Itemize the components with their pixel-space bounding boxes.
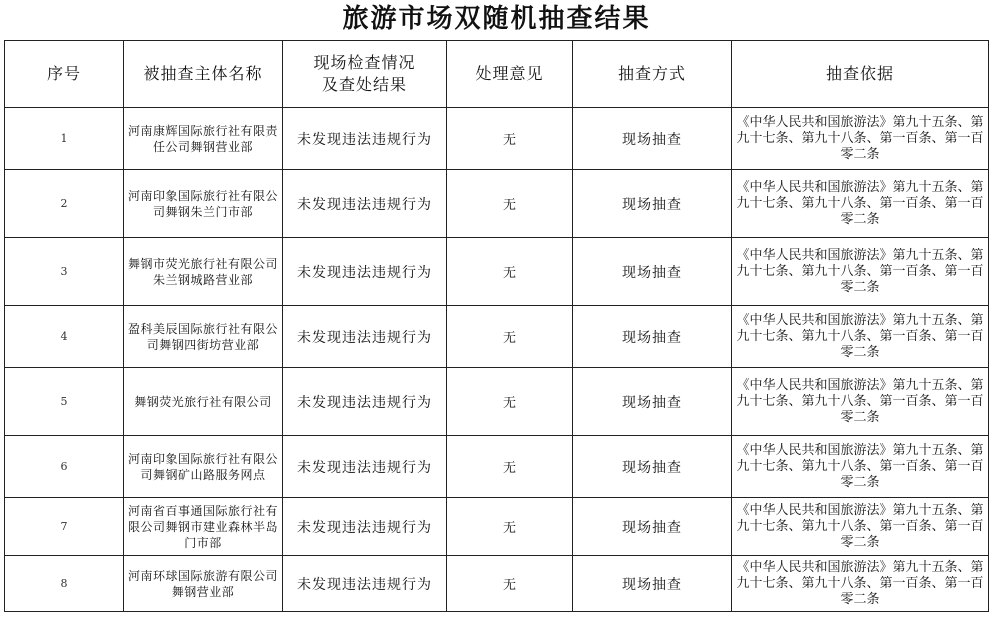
cell-method: 现场抽查 bbox=[573, 556, 732, 612]
cell-name: 河南省百事通国际旅行社有限公司舞钢市建业森林半岛门市部 bbox=[124, 498, 283, 556]
cell-method: 现场抽查 bbox=[573, 368, 732, 436]
cell-result: 未发现违法违规行为 bbox=[283, 498, 447, 556]
cell-name: 河南印象国际旅行社有限公司舞钢矿山路服务网点 bbox=[124, 436, 283, 498]
table-row bbox=[5, 238, 989, 306]
table-row bbox=[5, 498, 989, 556]
cell-result: 未发现违法违规行为 bbox=[283, 436, 447, 498]
cell-no: 3 bbox=[5, 238, 124, 306]
cell-opinion: 无 bbox=[447, 170, 573, 238]
cell-result: 未发现违法违规行为 bbox=[283, 556, 447, 612]
cell-name: 舞钢市荧光旅行社有限公司朱兰钢城路营业部 bbox=[124, 238, 283, 306]
header-basis: 抽查依据 bbox=[732, 41, 989, 108]
cell-opinion: 无 bbox=[447, 556, 573, 612]
cell-name: 河南环球国际旅游有限公司舞钢营业部 bbox=[124, 556, 283, 612]
cell-opinion: 无 bbox=[447, 108, 573, 170]
cell-basis: 《中华人民共和国旅游法》第九十五条、第九十七条、第九十八条、第一百条、第一百零二条 bbox=[732, 108, 989, 170]
cell-result: 未发现违法违规行为 bbox=[283, 238, 447, 306]
table-row bbox=[5, 556, 989, 612]
cell-no: 7 bbox=[5, 498, 124, 556]
cell-method: 现场抽查 bbox=[573, 306, 732, 368]
cell-name: 舞钢荧光旅行社有限公司 bbox=[124, 368, 283, 436]
cell-no: 6 bbox=[5, 436, 124, 498]
cell-name: 河南印象国际旅行社有限公司舞钢朱兰门市部 bbox=[124, 170, 283, 238]
cell-result: 未发现违法违规行为 bbox=[283, 306, 447, 368]
header-opinion: 处理意见 bbox=[447, 41, 573, 108]
header-name: 被抽查主体名称 bbox=[124, 41, 283, 108]
table-row bbox=[5, 108, 989, 170]
page-title: 旅游市场双随机抽查结果 bbox=[342, 4, 651, 34]
cell-opinion: 无 bbox=[447, 306, 573, 368]
cell-opinion: 无 bbox=[447, 368, 573, 436]
cell-name: 盈科美辰国际旅行社有限公司舞钢四街坊营业部 bbox=[124, 306, 283, 368]
header-result bbox=[283, 41, 447, 108]
header-result-text: 现场检查情况及查处结果 bbox=[313, 53, 416, 94]
cell-method: 现场抽查 bbox=[573, 170, 732, 238]
inspection-results-table bbox=[4, 40, 989, 612]
table-header-row bbox=[5, 41, 989, 108]
cell-basis: 《中华人民共和国旅游法》第九十五条、第九十七条、第九十八条、第一百条、第一百零二条 bbox=[732, 238, 989, 306]
cell-no: 4 bbox=[5, 306, 124, 368]
cell-method: 现场抽查 bbox=[573, 436, 732, 498]
cell-no: 2 bbox=[5, 170, 124, 238]
cell-result: 未发现违法违规行为 bbox=[283, 368, 447, 436]
cell-opinion: 无 bbox=[447, 238, 573, 306]
header-no: 序号 bbox=[5, 41, 124, 108]
cell-no: 1 bbox=[5, 108, 124, 170]
table-row bbox=[5, 368, 989, 436]
cell-method: 现场抽查 bbox=[573, 498, 732, 556]
cell-method: 现场抽查 bbox=[573, 108, 732, 170]
cell-method: 现场抽查 bbox=[573, 238, 732, 306]
cell-basis: 《中华人民共和国旅游法》第九十五条、第九十七条、第九十八条、第一百条、第一百零二条 bbox=[732, 556, 989, 612]
cell-result: 未发现违法违规行为 bbox=[283, 170, 447, 238]
cell-name: 河南康辉国际旅行社有限责任公司舞钢营业部 bbox=[124, 108, 283, 170]
table-row bbox=[5, 436, 989, 498]
cell-basis: 《中华人民共和国旅游法》第九十五条、第九十七条、第九十八条、第一百条、第一百零二条 bbox=[732, 498, 989, 556]
cell-opinion: 无 bbox=[447, 436, 573, 498]
cell-no: 5 bbox=[5, 368, 124, 436]
cell-basis: 《中华人民共和国旅游法》第九十五条、第九十七条、第九十八条、第一百条、第一百零二条 bbox=[732, 306, 989, 368]
cell-no: 8 bbox=[5, 556, 124, 612]
cell-basis: 《中华人民共和国旅游法》第九十五条、第九十七条、第九十八条、第一百条、第一百零二条 bbox=[732, 436, 989, 498]
cell-opinion: 无 bbox=[447, 498, 573, 556]
cell-basis: 《中华人民共和国旅游法》第九十五条、第九十七条、第九十八条、第一百条、第一百零二条 bbox=[732, 368, 989, 436]
cell-basis: 《中华人民共和国旅游法》第九十五条、第九十七条、第九十八条、第一百条、第一百零二条 bbox=[732, 170, 989, 238]
header-method: 抽查方式 bbox=[573, 41, 732, 108]
table-row bbox=[5, 306, 989, 368]
table-row bbox=[5, 170, 989, 238]
cell-result: 未发现违法违规行为 bbox=[283, 108, 447, 170]
